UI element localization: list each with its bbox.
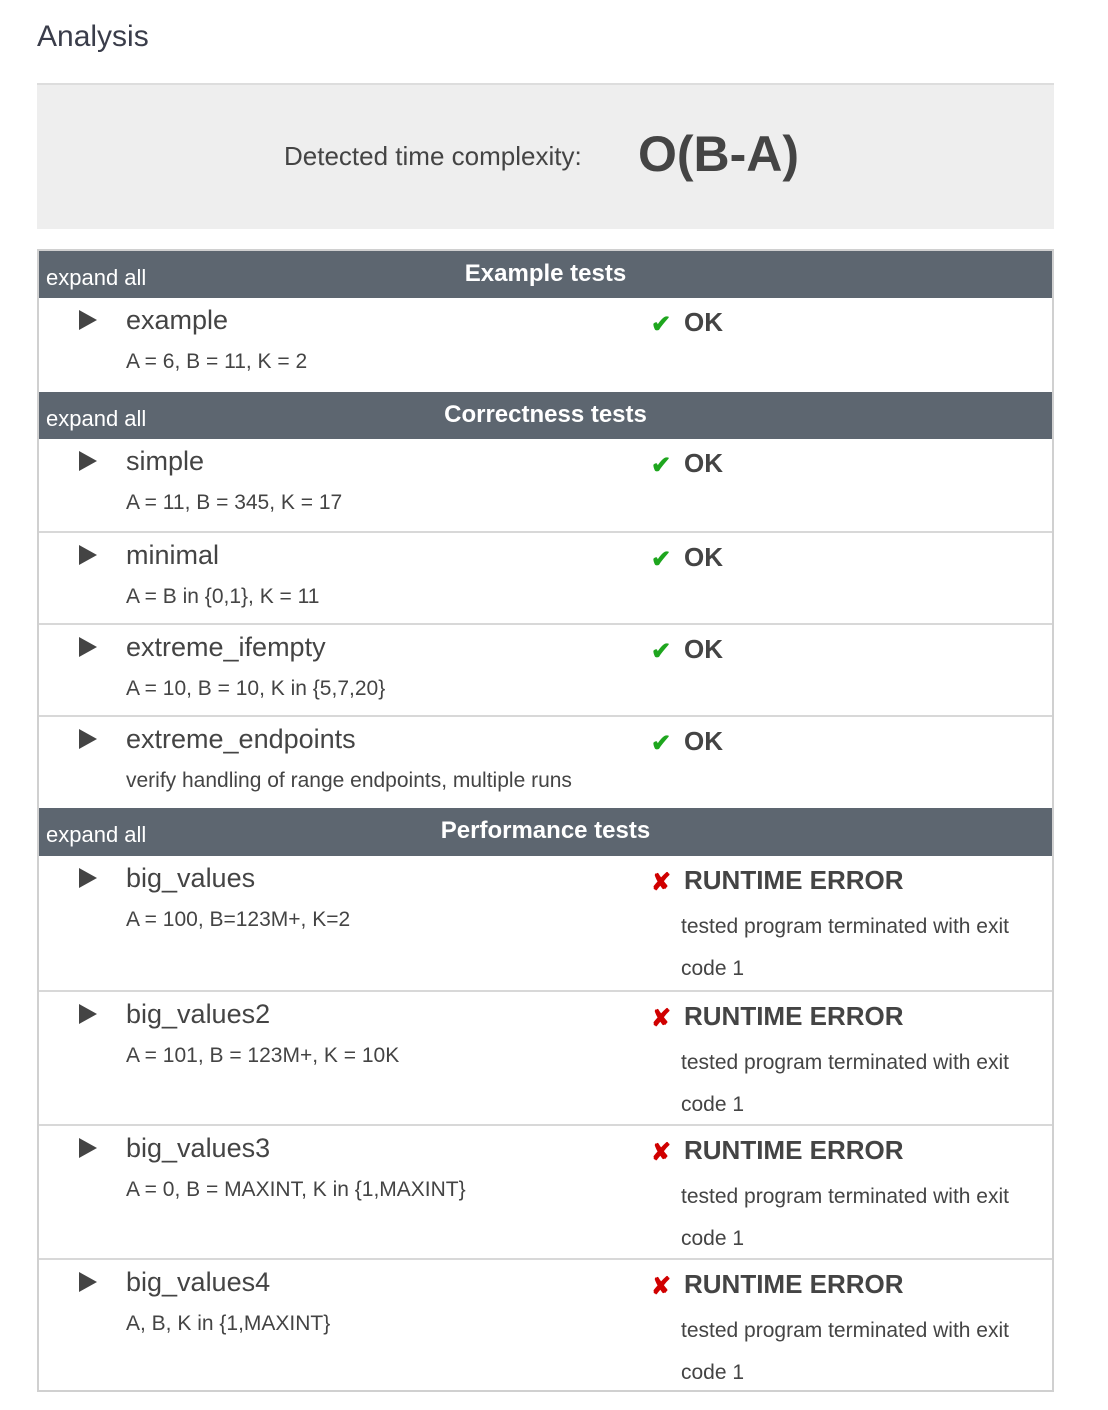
test-row (39, 856, 1052, 990)
test-name[interactable]: big_values3 (126, 1133, 271, 1163)
expand-all-link[interactable]: expand all (46, 822, 147, 847)
test-description: A = 10, B = 10, K in {5,7,20} (126, 677, 386, 700)
test-row (39, 623, 1052, 715)
test-row (39, 1124, 1052, 1258)
section-header-correctness (39, 390, 1052, 439)
check-icon: ✔ (651, 452, 672, 479)
test-row (39, 298, 1052, 390)
test-description: verify handling of range endpoints, multiple runs (126, 769, 572, 792)
test-name[interactable]: simple (126, 446, 205, 476)
test-description: A = 6, B = 11, K = 2 (126, 350, 308, 373)
expand-all-link[interactable]: expand all (46, 406, 147, 431)
section-title: Correctness tests (444, 401, 647, 428)
error-message: tested program terminated with exit code 1 (681, 1185, 1009, 1250)
test-status: OK (684, 448, 723, 478)
test-status: RUNTIME ERROR (684, 865, 904, 895)
test-name[interactable]: extreme_endpoints (126, 724, 356, 754)
expand-triangle-icon[interactable] (79, 310, 97, 330)
expand-triangle-icon[interactable] (79, 545, 97, 565)
expand-triangle-icon[interactable] (79, 868, 97, 888)
complexity-value: O(B-A) (638, 126, 800, 182)
test-status: RUNTIME ERROR (684, 1001, 904, 1031)
test-status: OK (684, 307, 723, 337)
error-message: tested program terminated with exit code 1 (681, 1319, 1009, 1384)
test-row (39, 715, 1052, 807)
complexity-label: Detected time complexity: (284, 141, 582, 171)
test-status: RUNTIME ERROR (684, 1269, 904, 1299)
test-status: OK (684, 542, 723, 572)
test-row (39, 439, 1052, 531)
cross-icon: ✘ (651, 1139, 672, 1166)
section-title: Performance tests (440, 817, 651, 844)
section-header-performance (39, 806, 1052, 856)
expand-triangle-icon[interactable] (79, 637, 97, 657)
test-name[interactable]: big_values2 (126, 999, 271, 1029)
test-description: A = 100, B=123M+, K=2 (126, 908, 351, 931)
test-description: A = 11, B = 345, K = 17 (126, 491, 343, 514)
expand-triangle-icon[interactable] (79, 729, 97, 749)
complexity-panel (37, 83, 1054, 229)
error-message: tested program terminated with exit code 1 (681, 915, 1009, 980)
test-name[interactable]: big_values4 (126, 1267, 271, 1297)
test-row (39, 990, 1052, 1124)
test-status: OK (684, 726, 723, 756)
check-icon: ✔ (651, 311, 672, 338)
expand-all-link[interactable]: expand all (46, 265, 147, 290)
check-icon: ✔ (651, 546, 672, 573)
test-description: A = 0, B = MAXINT, K in {1,MAXINT} (126, 1178, 466, 1201)
expand-triangle-icon[interactable] (79, 1004, 97, 1024)
cross-icon: ✘ (651, 1273, 672, 1300)
cross-icon: ✘ (651, 869, 672, 896)
test-status: RUNTIME ERROR (684, 1135, 904, 1165)
test-name[interactable]: big_values (126, 863, 256, 893)
error-message: tested program terminated with exit code 1 (681, 1051, 1009, 1116)
test-description: A, B, K in {1,MAXINT} (126, 1312, 331, 1335)
test-status: OK (684, 634, 723, 664)
expand-triangle-icon[interactable] (79, 1138, 97, 1158)
test-row (39, 531, 1052, 623)
test-description: A = B in {0,1}, K = 11 (126, 585, 320, 608)
test-results-table (37, 249, 1054, 1392)
test-description: A = 101, B = 123M+, K = 10K (126, 1044, 400, 1067)
test-name[interactable]: minimal (126, 540, 220, 570)
check-icon: ✔ (651, 730, 672, 757)
expand-triangle-icon[interactable] (79, 1272, 97, 1292)
cross-icon: ✘ (651, 1005, 672, 1032)
test-row (39, 1258, 1052, 1390)
section-title: Example tests (464, 260, 627, 287)
check-icon: ✔ (651, 638, 672, 665)
test-name[interactable]: extreme_ifempty (126, 632, 326, 662)
test-name[interactable]: example (126, 305, 229, 335)
section-header-example (39, 251, 1052, 298)
expand-triangle-icon[interactable] (79, 451, 97, 471)
page-title: Analysis (37, 20, 149, 53)
